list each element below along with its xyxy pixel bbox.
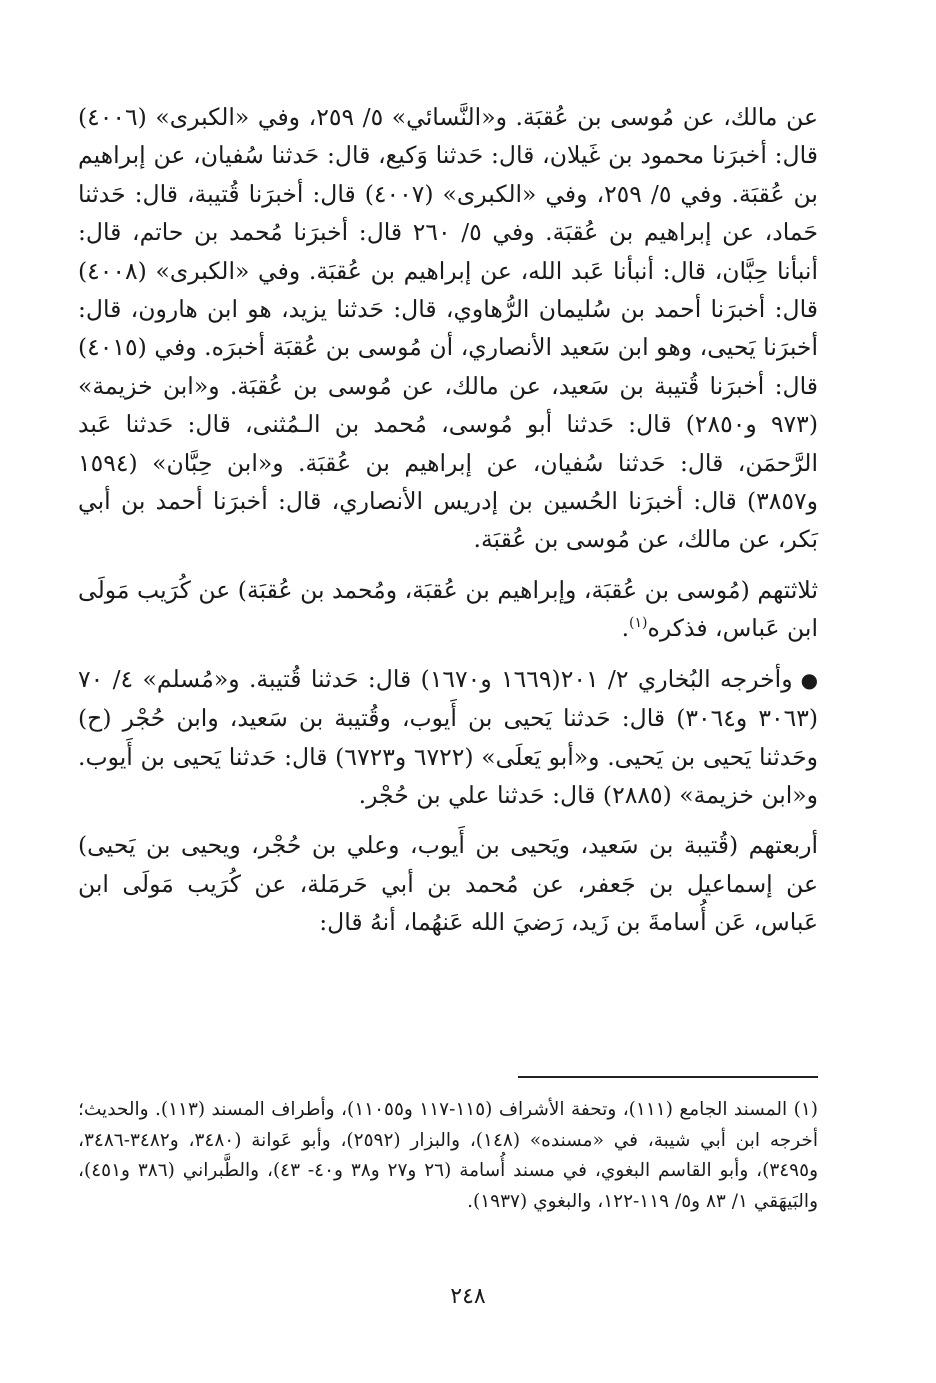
- paragraph-isnad-1: عن مالك، عن مُوسى بن عُقبَة. و«النَّسائي» ٥/ ٢٥٩، وفي «الكبرى» (٤٠٠٦) قال: أخبرَنا محمود بن غَيلان، قال: حَدثنا وَكيع، قال: حَدثنا سُفيان، عن إبراهيم بن عُقبَة. وفي ٥/ ٢٥٩، وفي «الكبرى» (٤٠٠٧) قال: أخبرَنا قُتيبة، قال: حَدثنا حَماد، عن إبراهيم بن عُقبَة. وفي ٥/ ٢٦٠ قال: أخبرَنا مُحمد بن حاتم، قال: أنبأنا حِبَّان، قال: أنبأنا عَبد الله، عن إبراهيم بن عُقبَة. وفي «الكبرى» (٤٠٠٨) قال: أخبرَنا أحمد بن سُليمان الرُّهاوي، قال: حَدثنا يزيد، هو ابن هارون، قال: أخبرَنا يَحيى، وهو ابن سَعيد الأنصاري، أن مُوسى بن عُقبَة أخبرَه. وفي (٤٠١٥) قال: أخبرَنا قُتيبة بن سَعيد، عن مالك، عن مُوسى بن عُقبَة. و«ابن خزيمة» (٩٧٣ و٢٨٥٠) قال: حَدثنا أبو مُوسى، مُحمد بن الـمُثنى، قال: حَدثنا عَبد الرَّحمَن، قال: حَدثنا سُفيان، عن إبراهيم بن عُقبَة. و«ابن حِبَّان» (١٥٩٤ و٣٨٥٧) قال: أخبرَنا الحُسين بن إدريس الأنصاري، قال: أخبرَنا أحمد بن أبي بَكر، عن مالك، عن مُوسى بن عُقبَة.: [78, 103, 819, 554]
- footnote-ref-1[interactable]: (١): [629, 615, 648, 632]
- footnote-divider: [518, 1076, 818, 1078]
- main-text: [78, 98, 818, 942]
- footnote-1: (١) المسند الجامع (١١١)، وتحفة الأشراف (١١٥-١١٧ و١١٠٥٥)، وأطراف المسند (١١٣). والحديث؛ أخرجه ابن أبي شيبة، في «مسنده» (١٤٨)، والبزار (٢٥٩٢)، وأبو عَوانة (٣٤٨٠، و٣٤٨٢-٣٤٨٦، و٣٤٩٥)، وأبو القاسم البغوي، في مسند أُسامة (٢٦ و٢٧ و٣٨ و٤٠- ٤٣)، والطَّبراني (٣٨٦ و٤٥١)، والبَيهَقي ١/ ٨٣ و٥/ ١١٩-١٢٢، والبغوي (١٩٣٧).: [78, 1099, 818, 1212]
- paragraph-text: وأخرجه البُخاري ٢/ ٢٠١(١٦٦٩ و١٦٧٠) قال: حَدثنا قُتيبة. و«مُسلم» ٤/ ٧٠ (٣٠٦٣ و٣٠٦٤) قال: حَدثنا يَحيى بن أَيوب، وقُتيبة بن سَعيد، وابن حُجْر (ح) وحَدثنا يَحيى بن يَحيى. و«أبو يَعلَى» (٦٧٢٢ و٦٧٢٣) قال: حَدثنا يَحيى بن أَيوب. و«ابن خزيمة» (٢٨٨٥) قال: حَدثنا علي بن حُجْر.: [78, 664, 818, 809]
- paragraph-isnad-2: [78, 571, 818, 648]
- paragraph-end: .: [621, 614, 630, 643]
- page-number: ٢٤٨: [450, 1284, 486, 1309]
- bullet-icon: ●: [800, 667, 819, 692]
- paragraph-isnad-3: [78, 660, 818, 815]
- paragraph-isnad-4: أربعتهم (قُتيبة بن سَعيد، ويَحيى بن أَيوب، وعلي بن حُجْر، ويحيى بن يَحيى) عن إسماعيل بن جَعفر، عن مُحمد بن أبي حَرمَلة، عن كُرَيب مَولَى ابن عَباس، عَن أُسامةَ بن زَيد، رَضيَ الله عَنهُما، أنهُ قال:: [78, 831, 818, 937]
- footnotes: [78, 1095, 818, 1217]
- paragraph-text: ثلاثتهم (مُوسى بن عُقبَة، وإبراهيم بن عُقبَة، ومُحمد بن عُقبَة) عن كُرَيب مَولَى ابن عَباس، فذكره: [78, 575, 818, 643]
